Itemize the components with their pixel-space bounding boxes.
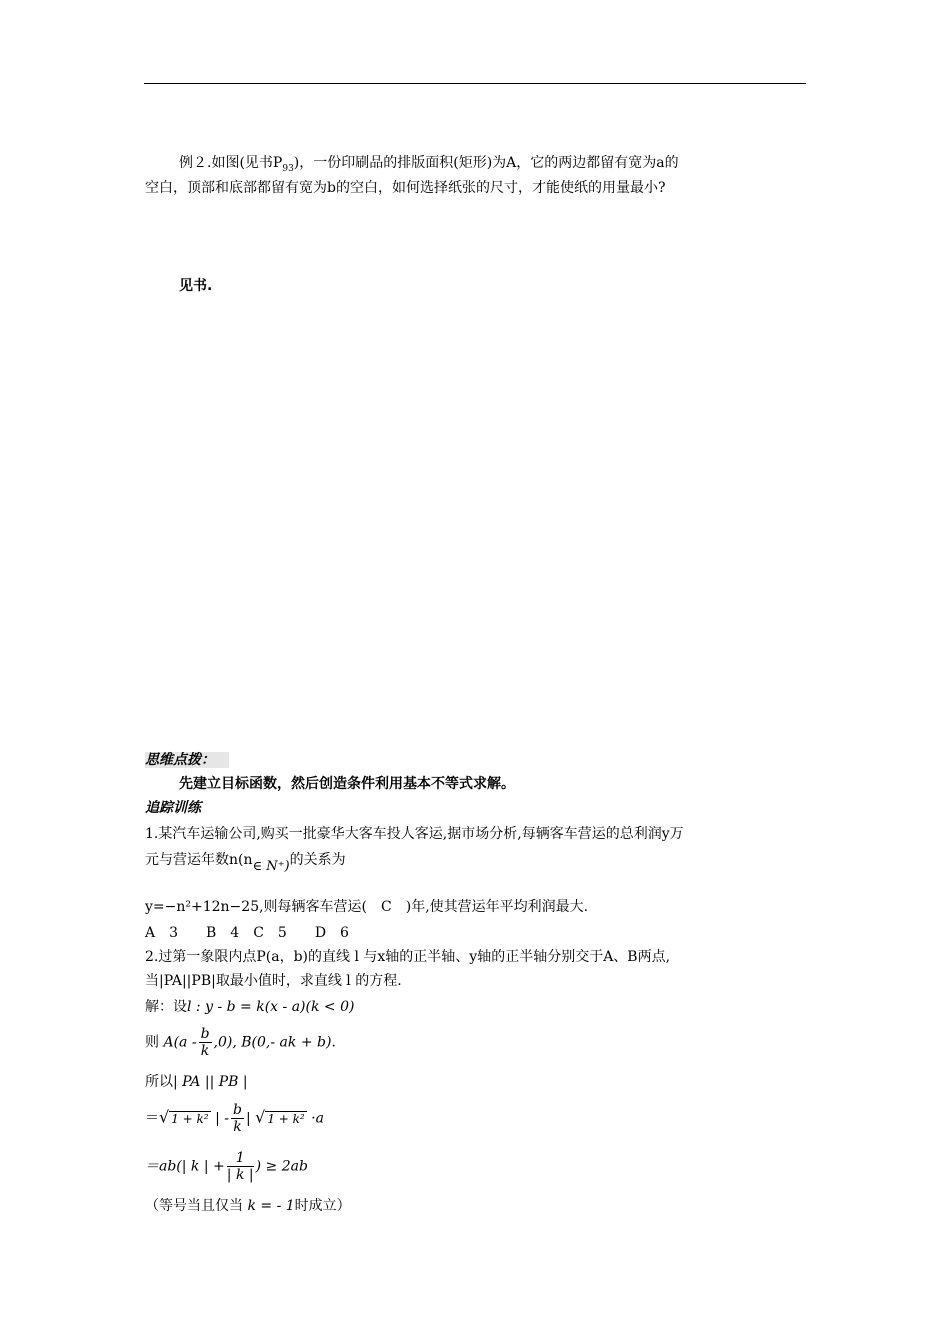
q2-line1: 2.过第一象限内点P(a，b)的直线 l 与x轴的正半轴、y轴的正半轴分别交于A、B两点,	[145, 949, 671, 965]
example-2-line2: 空白，顶部和底部都留有宽为b的空白，如何选择纸张的尺寸，才能使纸的用量最小?	[145, 180, 666, 196]
q1-line1: 1.某汽车运输公司,购买一批豪华大客车投人客运,据市场分析,每辆客车营运的总利润y万	[145, 826, 684, 842]
tracking-title: 追踪训练	[145, 800, 201, 816]
q2-line2: 当|PA||PB|取最小值时，求直线 l 的方程.	[145, 973, 402, 989]
example-2-line1: 例２.如图(见书$P_{93}$)，一份印刷品的排版面积(矩形)为A，它的两边都留有宽为a的	[179, 155, 679, 174]
q1-options: A 3 B 4 C 5 D 6	[145, 925, 349, 941]
equality-condition: （等号当且仅当 k = - 1时成立）	[145, 1198, 351, 1214]
equation-1: ＝√ 1 + k² | - $\frac{b}{k}$ | √ 1 + k² ·a	[145, 1102, 324, 1135]
solution-line: 解：设l : y - b = k(x - a)(k < 0)	[145, 999, 355, 1015]
see-book: 见书.	[179, 278, 213, 294]
q1-line2: 元与营运年数n(n∈ N⁺)的关系为	[145, 852, 346, 874]
thinking-text: 先建立目标函数，然后创造条件利用基本不等式求解。	[179, 776, 515, 792]
so-line: 所以| PA || PB |	[145, 1074, 248, 1090]
thinking-title: 思维点拨：	[145, 748, 807, 772]
equation-2: ＝ab(| k | + $\frac{1}{| k |}$ ) ≥ 2ab	[145, 1150, 308, 1183]
then-line: 则 A(a - $\frac{b}{k}$ ,0), B(0,- ak + b).	[145, 1026, 336, 1059]
header-rule	[144, 83, 806, 84]
q1-line3: y=−n²+12n−25,则每辆客车营运( C )年,使其营运年平均利润最大.	[145, 899, 589, 915]
